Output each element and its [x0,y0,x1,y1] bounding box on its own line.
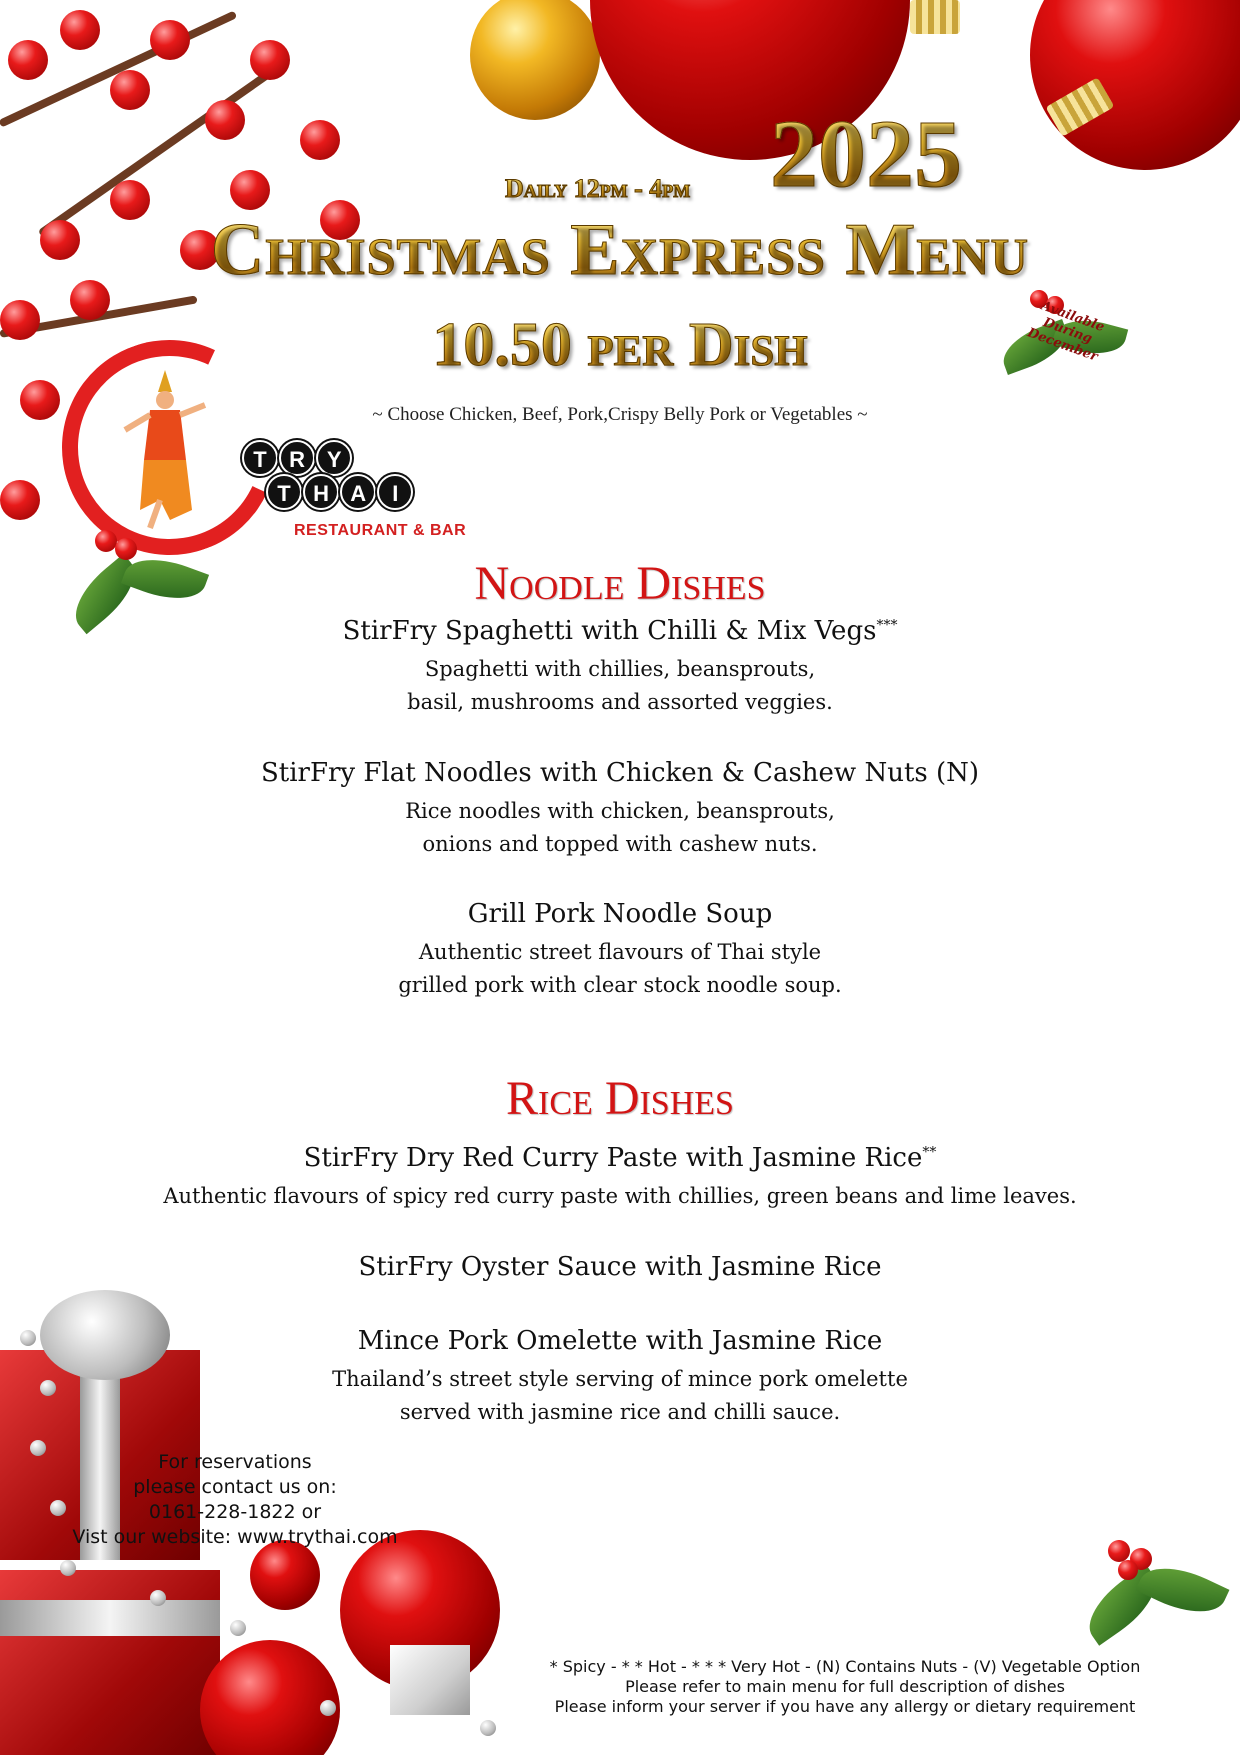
dish-name-text: Grill Pork Noodle Soup [467,899,773,929]
dish-description-line: Spaghetti with chillies, beansprouts, [424,657,816,681]
bead-icon [320,1700,336,1716]
dish-description-line: Rice noodles with chicken, beansprouts, [405,799,835,823]
bead-icon [480,1720,496,1736]
protein-choice-note: ~ Choose Chicken, Beef, Pork,Crispy Belly Pork or Vegetables ~ [372,404,868,425]
gift-box-icon [0,1570,220,1755]
gift-box-icon [390,1645,470,1715]
dish-description-line: served with jasmine rice and chilli sauce. [399,1400,841,1424]
red-ornament-icon [250,1540,320,1610]
dish-name-text: StirFry Spaghetti with Chilli & Mix Vegs [342,616,877,646]
bead-icon [150,1590,166,1606]
page-title: Christmas Express Menu [0,208,1240,293]
reservation-website: Vist our website: www.trythai.com [72,1526,398,1548]
spice-legend: * Spicy - * * Hot - * * * Very Hot - (N) Contains Nuts - (V) Vegetable Option [549,1657,1141,1676]
dish-name [0,1143,1240,1173]
berry-icon [1118,1560,1138,1580]
hours-label: Daily 12pm - 4pm [505,174,691,203]
logo-subtitle: RESTAURANT & BAR [294,522,467,539]
dish-description [0,795,1240,861]
logo-letter: T [266,474,302,510]
red-ornament-icon [200,1640,340,1755]
ornament-cap-icon [910,0,960,34]
reservation-line: For reservations [158,1451,312,1473]
berry-icon [230,170,270,210]
logo-letter: R [279,440,315,476]
dish-name-text: StirFry Dry Red Curry Paste with Jasmine Rice [303,1143,923,1173]
bead-icon [230,1620,246,1636]
berry-icon [150,20,190,60]
dish-description-line: onions and topped with cashew nuts. [422,832,818,856]
dish-name-text: StirFry Oyster Sauce with Jasmine Rice [358,1252,882,1282]
berry-icon [205,100,245,140]
berry-icon [1108,1540,1130,1562]
bead-icon [20,1330,36,1346]
dish-description-line: Thailand’s street style serving of mince pork omelette [332,1367,908,1391]
allergy-note: Please inform your server if you have any allergy or dietary requirement [554,1697,1136,1716]
dish-name-text: Mince Pork Omelette with Jasmine Rice [357,1326,883,1356]
bow-icon [40,1290,170,1380]
berry-icon [110,70,150,110]
dish-description-line: Authentic flavours of spicy red curry paste with chillies, green beans and lime leaves. [163,1184,1077,1208]
dish-description [0,1180,1240,1213]
logo-letter: T [242,440,278,476]
berry-icon [60,10,100,50]
ribbon [0,1600,220,1636]
legend-note: Please refer to main menu for full description of dishes [625,1677,1065,1696]
available-badge: Available During December [1025,298,1107,365]
year-heading: 2025 [770,100,962,207]
holly-decoration [1080,1540,1230,1650]
berry-icon [8,40,48,80]
berry-icon [0,480,40,520]
logo-letter: Y [316,440,352,476]
dish-name [0,1252,1240,1282]
dish-name [0,616,1240,646]
price-label: 10.50 per Dish [0,310,1240,381]
red-ornament-icon [1030,0,1240,170]
berry-icon [250,40,290,80]
logo-word-thai [266,474,409,510]
section-title-noodle: Noodle Dishes [474,557,766,610]
bead-icon [40,1380,56,1396]
dish-name-text: StirFry Flat Noodles with Chicken & Cashew Nuts (N) [260,758,980,788]
dish-name [0,758,1240,788]
bead-icon [60,1560,76,1576]
section-title-rice: Rice Dishes [506,1072,734,1125]
dish-name [0,899,1240,929]
dish-description-line: grilled pork with clear stock noodle soup. [398,973,842,997]
reservation-phone: 0161-228-1822 or [148,1501,322,1523]
thai-dancer-icon [120,370,210,530]
reservation-info [40,1450,430,1550]
legend [460,1657,1230,1717]
berry-icon [95,530,117,552]
spice-mark: *** [876,617,898,634]
logo-letter: I [377,474,413,510]
berry-icon [300,120,340,160]
gold-ornament-icon [470,0,600,120]
logo-letter: A [340,474,376,510]
dish-description [0,936,1240,1002]
dish-description-line: Authentic street flavours of Thai style [418,940,822,964]
logo-letter: H [303,474,339,510]
spice-mark: ** [922,1144,937,1161]
dish-description-line: basil, mushrooms and assorted veggies. [407,690,833,714]
logo-word-try [242,440,348,476]
dish-description [0,653,1240,719]
reservation-line: please contact us on: [133,1476,337,1498]
